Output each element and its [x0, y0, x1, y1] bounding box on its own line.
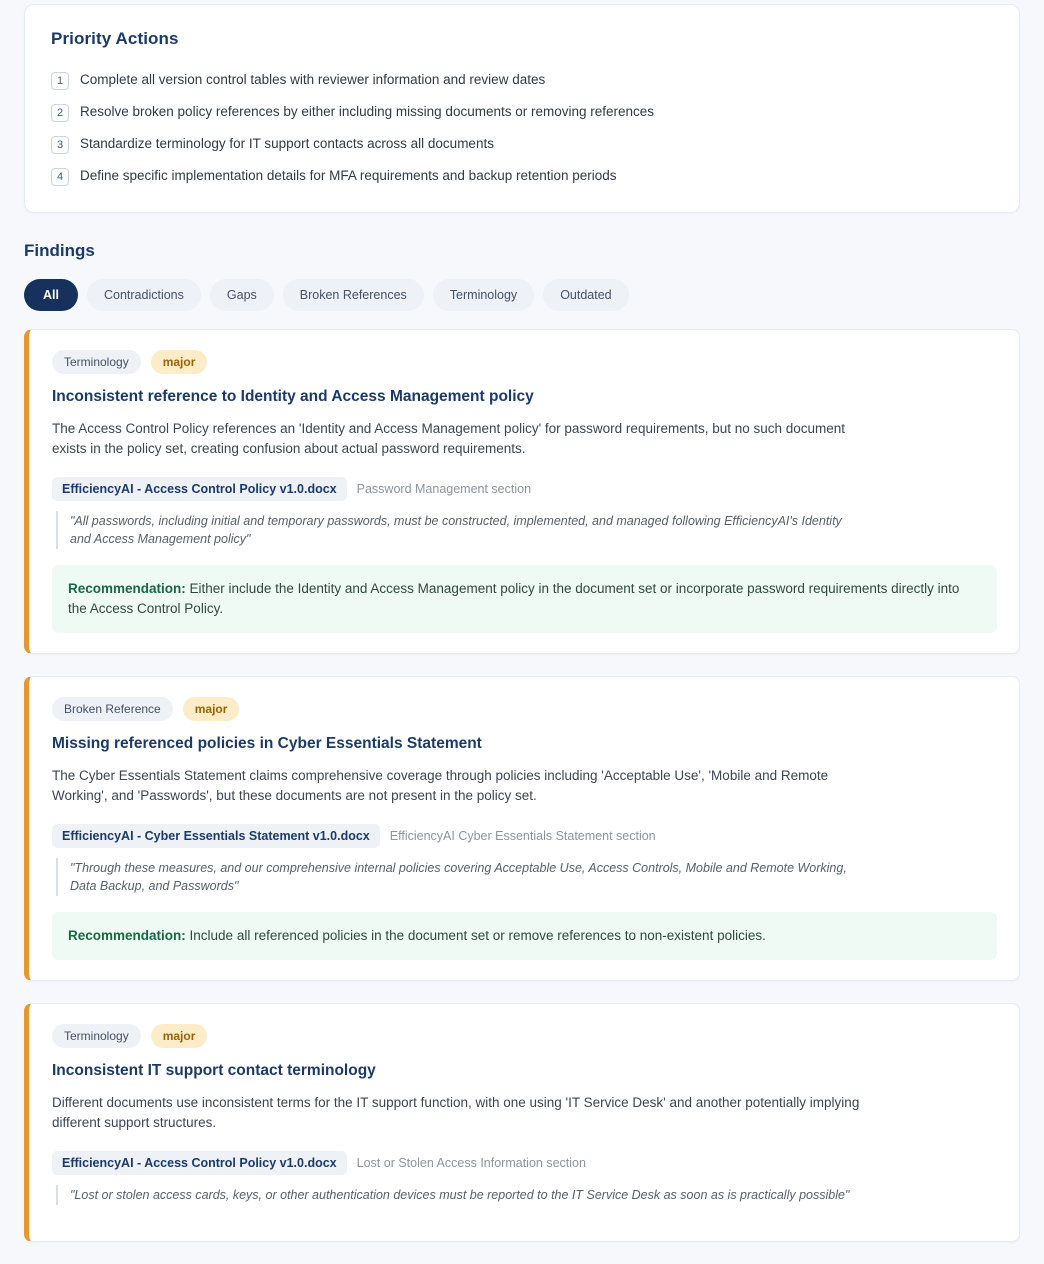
filter-chip-gaps[interactable]: Gaps	[210, 279, 274, 311]
finding-source	[52, 477, 997, 501]
finding-description: Different documents use inconsistent terms for the IT support function, with one using 'IT Service Desk' and another potentially implying different support structures.	[52, 1095, 860, 1130]
priority-actions-card	[24, 4, 1020, 213]
recommendation-text: Either include the Identity and Access Management policy in the document set or incorporate password requirements directly into the Access Control Policy.	[68, 581, 960, 616]
list-item	[51, 103, 993, 122]
priority-actions-title: Priority Actions	[51, 29, 179, 48]
recommendation-label: Recommendation:	[68, 928, 186, 943]
finding-quote: "Lost or stolen access cards, keys, or other authentication devices must be reported to the IT Service Desk as soon as is practically possible"	[56, 1185, 856, 1205]
finding-card[interactable]	[24, 329, 1020, 654]
source-section-name: EfficiencyAI Cyber Essentials Statement section	[389, 829, 656, 843]
filter-chip-broken-references[interactable]: Broken References	[283, 279, 424, 311]
finding-badges	[52, 350, 997, 374]
priority-text: Resolve broken policy references by either including missing documents or removing references	[80, 104, 655, 119]
finding-description: The Access Control Policy references an 'Identity and Access Management policy' for password requirements, but no such document exists in the policy set, creating confusion about actual password requirements.	[52, 421, 846, 456]
status-badge-severity: major	[183, 697, 240, 721]
finding-card[interactable]	[24, 1003, 1020, 1242]
finding-heading: Inconsistent IT support contact terminology	[52, 1062, 376, 1079]
finding-badges	[52, 697, 997, 721]
finding-badges	[52, 1024, 997, 1048]
status-badge-type: Terminology	[52, 350, 141, 374]
filter-chip-all[interactable]: All	[24, 279, 78, 311]
priority-text: Define specific implementation details for MFA requirements and backup retention periods	[80, 168, 617, 183]
status-badge-type: Broken Reference	[52, 697, 173, 721]
source-section-name: Lost or Stolen Access Information section	[356, 1156, 586, 1170]
status-badge-type: Terminology	[52, 1024, 141, 1048]
priority-actions-list	[51, 71, 993, 186]
source-document-name: EfficiencyAI - Access Control Policy v1.0.docx	[52, 477, 347, 501]
finding-quote: "Through these measures, and our comprehensive internal policies covering Acceptable Use, Access Controls, Mobile and Remote Working, Data Backup, and Passwords"	[56, 858, 856, 896]
list-item	[51, 135, 993, 154]
priority-number: 2	[51, 104, 69, 122]
finding-recommendation	[52, 565, 997, 633]
priority-number: 3	[51, 136, 69, 154]
source-document-name: EfficiencyAI - Cyber Essentials Statement v1.0.docx	[52, 824, 380, 848]
finding-heading: Missing referenced policies in Cyber Essentials Statement	[52, 735, 482, 752]
priority-number: 1	[51, 72, 69, 90]
finding-description: The Cyber Essentials Statement claims comprehensive coverage through policies including 'Acceptable Use', 'Mobile and Remote Working', and 'Passwords', but these documents are not present in the policy set.	[52, 768, 829, 803]
filter-chip-terminology[interactable]: Terminology	[433, 279, 534, 311]
finding-source	[52, 824, 997, 848]
report-page	[0, 4, 1044, 1242]
list-item	[51, 71, 993, 90]
priority-number: 4	[51, 168, 69, 186]
status-badge-severity: major	[151, 350, 208, 374]
source-document-name: EfficiencyAI - Access Control Policy v1.0.docx	[52, 1151, 347, 1175]
filter-chip-outdated[interactable]: Outdated	[543, 279, 628, 311]
recommendation-text: Include all referenced policies in the document set or remove references to non-existent policies.	[189, 928, 766, 943]
priority-text: Complete all version control tables with reviewer information and review dates	[80, 72, 546, 87]
list-item	[51, 167, 993, 186]
findings-filter-chips	[24, 279, 1020, 311]
finding-source	[52, 1151, 997, 1175]
priority-text: Standardize terminology for IT support contacts across all documents	[80, 136, 494, 151]
finding-quote: "All passwords, including initial and temporary passwords, must be constructed, implemented, and managed following EfficiencyAI's Identity and Access Management policy"	[56, 511, 856, 549]
filter-chip-contradictions[interactable]: Contradictions	[87, 279, 201, 311]
status-badge-severity: major	[151, 1024, 208, 1048]
finding-heading: Inconsistent reference to Identity and Access Management policy	[52, 388, 534, 405]
finding-card[interactable]	[24, 676, 1020, 981]
source-section-name: Password Management section	[356, 482, 532, 496]
finding-recommendation	[52, 912, 997, 960]
recommendation-label: Recommendation:	[68, 581, 186, 596]
findings-title: Findings	[24, 241, 95, 260]
